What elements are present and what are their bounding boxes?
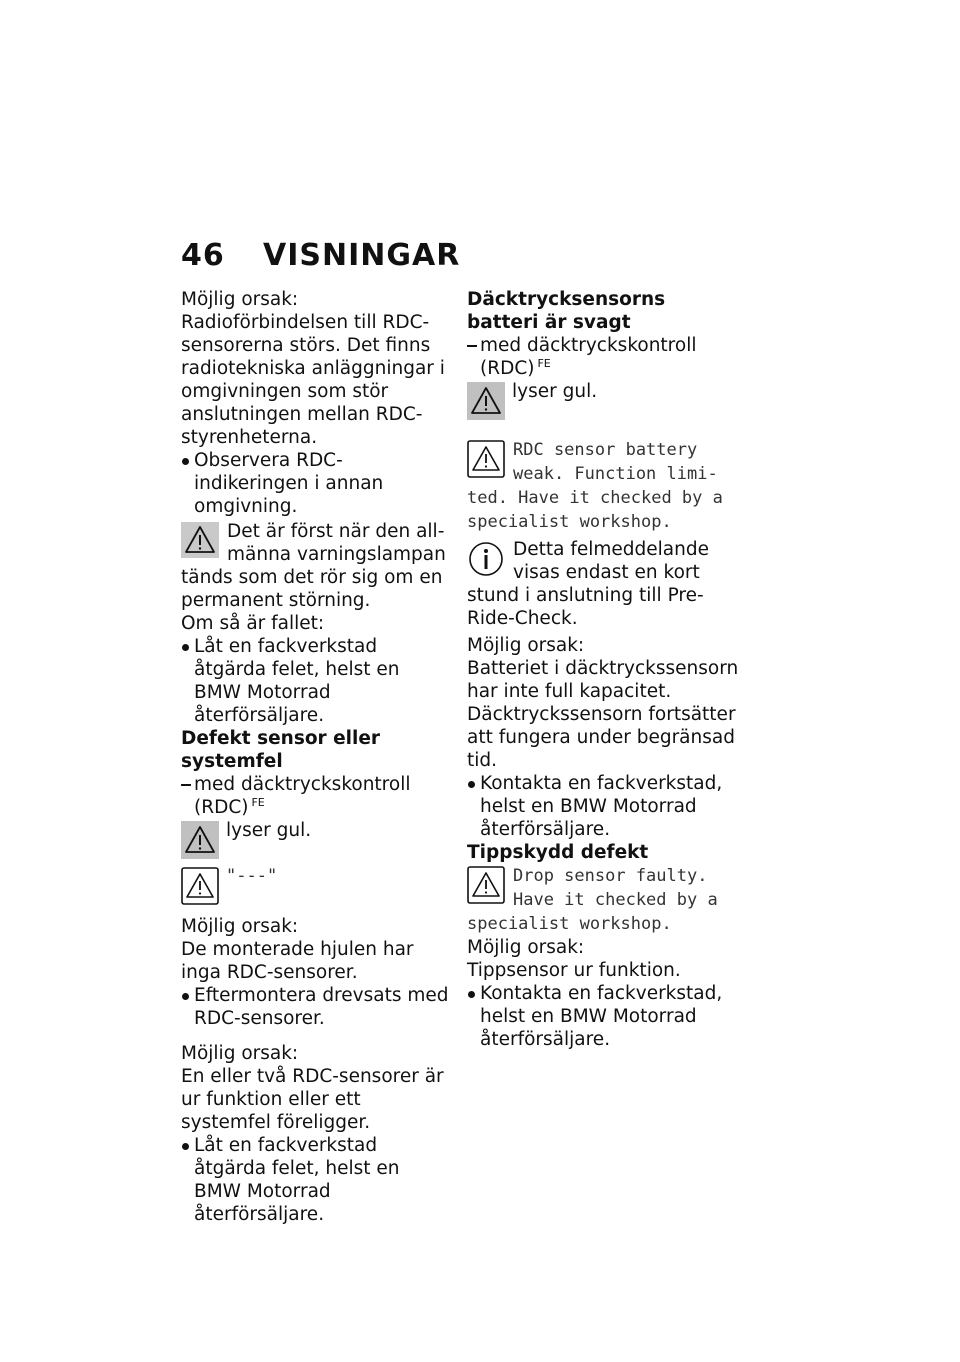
warning-triangle-icon <box>181 867 219 911</box>
lights-yellow-text: lyser gul. <box>226 820 312 841</box>
cause-label: Möjlig orsak: <box>181 289 299 310</box>
section-title-battery-weak: Däcktrycksensorns batteri är svagt <box>467 289 666 333</box>
display-message-text: RDC sensor battery weak. Function limited. Have it checked by a specialist workshop. <box>467 440 723 532</box>
left-column <box>181 288 449 1226</box>
dash-item-rdc: med däcktryckskontroll (RDC) $^{FE}$ <box>181 773 449 819</box>
if-so-label: Om så är fallet: <box>181 613 325 634</box>
right-column <box>467 288 743 1051</box>
info-note <box>467 538 743 630</box>
info-icon <box>467 540 505 584</box>
bullet-item: Eftermontera drevsats med RDC-sensorer. <box>181 984 449 1030</box>
warning-triangle-icon <box>467 866 505 910</box>
page-header <box>181 238 460 273</box>
lights-yellow-text: lyser gul. <box>512 381 598 402</box>
warning-triangle-icon <box>467 382 505 426</box>
dash-item-rdc: med däcktryckskontroll (RDC) $^{FE}$ <box>467 334 743 380</box>
display-message-battery <box>467 438 743 534</box>
section-title-tip-sensor: Tippskydd defekt <box>467 842 649 863</box>
bullet-item: Kontakta en fackverkstad, helst en BMW Motorrad återförsäljare. <box>467 982 743 1051</box>
warning-note <box>181 520 449 612</box>
warning-triangle-icon <box>181 522 219 564</box>
bullet-item: Kontakta en fackverkstad, helst en BMW Motorrad återförsäljare. <box>467 772 743 841</box>
cause-label: Möjlig orsak: <box>467 937 585 958</box>
warning-triangle-icon <box>467 440 505 484</box>
cause-text: Batteriet i däcktryckssensorn har inte full kapacitet. Däcktryckssensorn fortsätter att fungera under begränsad tid. <box>467 658 739 771</box>
cause-text: De monterade hjulen har inga RDC-sensorer. <box>181 939 414 983</box>
info-note-text: Detta felmeddelande visas endast en kort stund i anslutning till Pre-Ride-Check. <box>467 539 709 629</box>
cause-text: Tippsensor ur funktion. <box>467 960 681 981</box>
cause-label: Möjlig orsak: <box>181 916 299 937</box>
display-message-drop-sensor <box>467 864 743 936</box>
section-title-defect-sensor: Defekt sensor eller systemfel <box>181 728 381 772</box>
chapter-title: VISNINGAR <box>263 238 461 273</box>
cause-label: Möjlig orsak: <box>181 1043 299 1064</box>
display-row <box>181 865 449 911</box>
bullet-item: Observera RDC-indikeringen i annan omgivning. <box>181 449 449 518</box>
warning-note-text: Det är först när den allmänna varningslampan tänds som det rör sig om en permanent störning. <box>181 521 446 611</box>
indicator-row <box>467 380 743 426</box>
cause-text: En eller två RDC-sensorer är ur funktion eller ett systemfel föreligger. <box>181 1066 444 1133</box>
display-message-text: Drop sensor faulty. Have it checked by a specialist workshop. <box>467 866 718 934</box>
bullet-item: Låt en fackverkstad åtgärda felet, helst en BMW Motorrad återförsäljare. <box>181 635 449 727</box>
indicator-row <box>181 819 449 865</box>
bullet-item: Låt en fackverkstad åtgärda felet, helst en BMW Motorrad återförsäljare. <box>181 1134 449 1226</box>
cause-text: Radioförbindelsen till RDC-sensorerna störs. Det finns radiotekniska anläggningar i omgivningen som stör anslutningen mellan RDC-styrenheterna. <box>181 312 445 448</box>
cause-label: Möjlig orsak: <box>467 635 585 656</box>
warning-triangle-icon <box>181 821 219 865</box>
display-value: "---" <box>226 866 278 886</box>
page-number: 46 <box>181 238 225 273</box>
